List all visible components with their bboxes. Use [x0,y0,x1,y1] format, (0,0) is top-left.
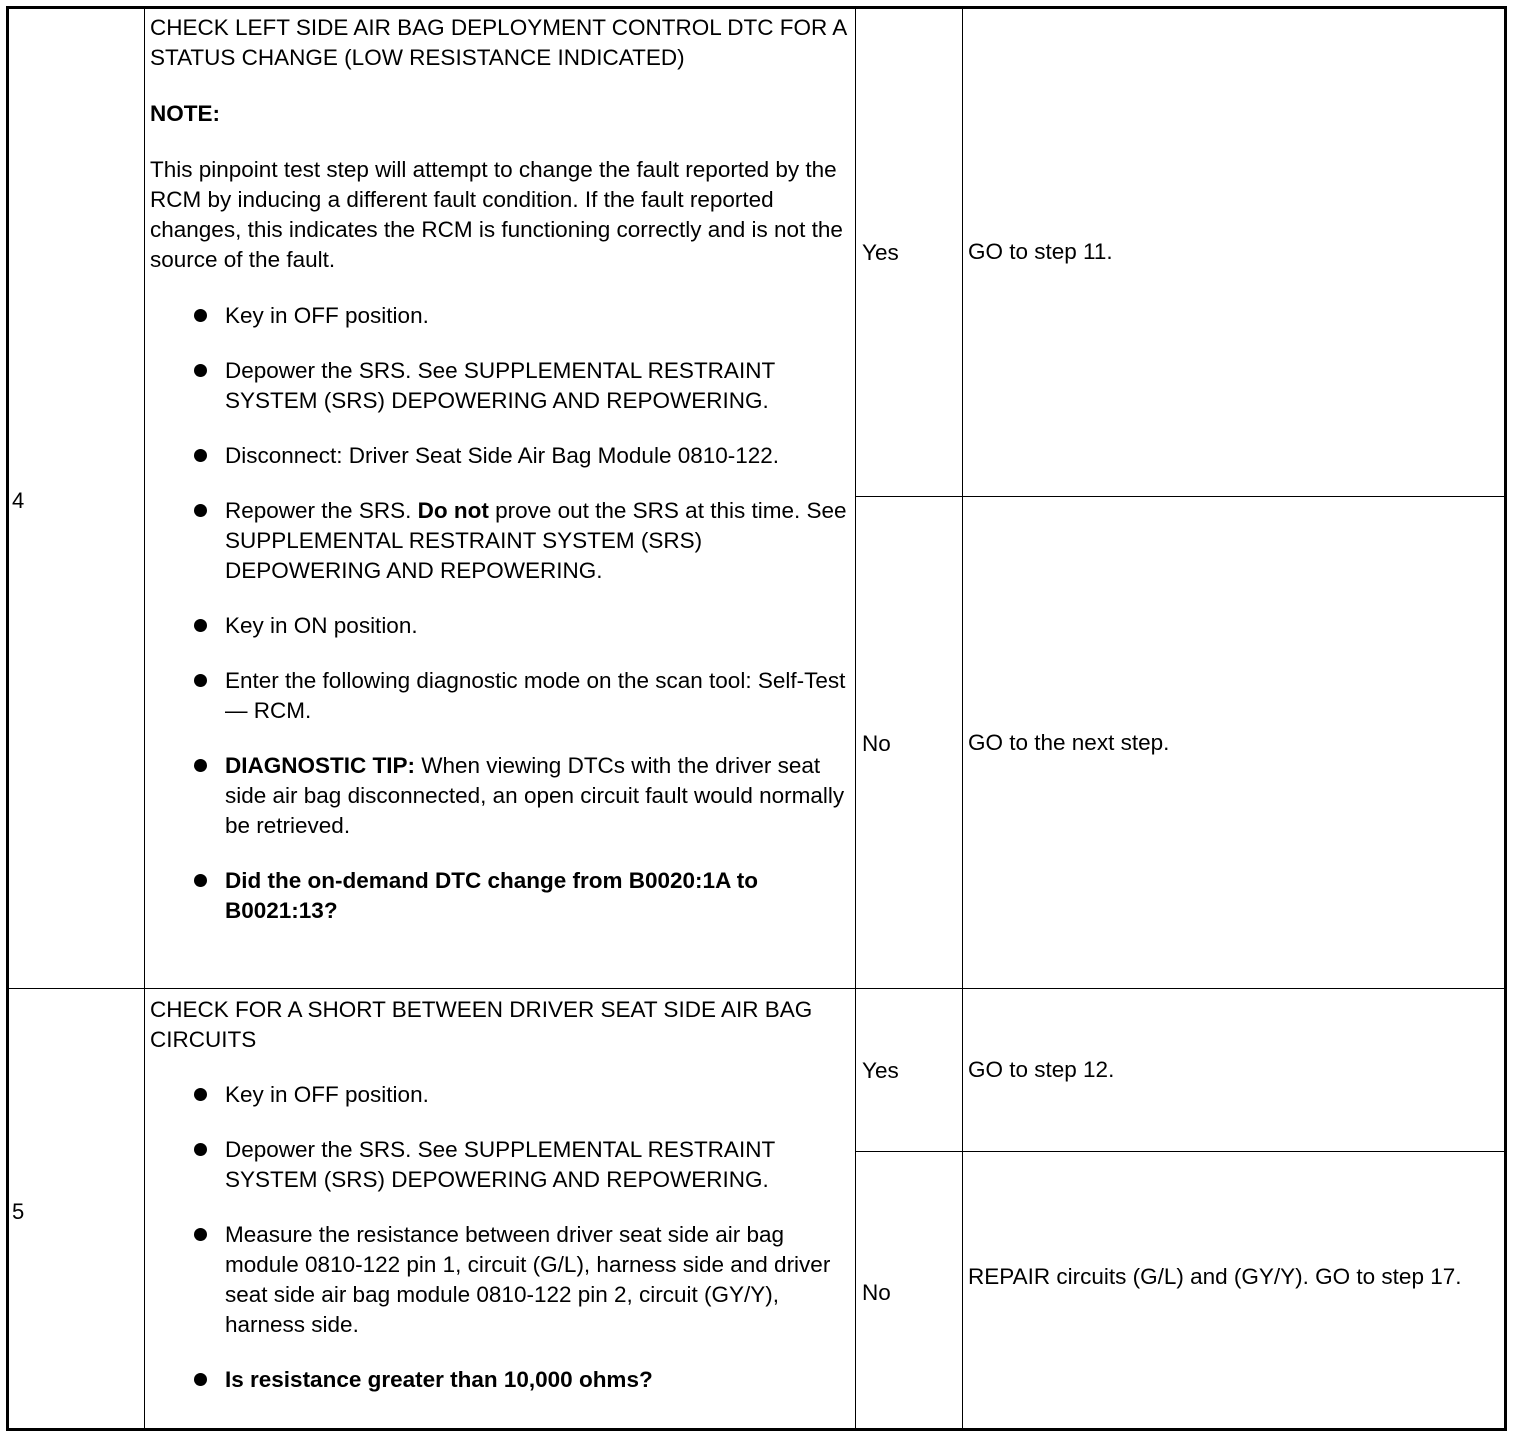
step-heading: CHECK LEFT SIDE AIR BAG DEPLOYMENT CONTROL DTC FOR A STATUS CHANGE (LOW RESISTANCE INDICATED) [150,15,846,70]
list-item: Did the on-demand DTC change from B0020:1A to B0021:13? [150,866,850,926]
list-item: Key in OFF position. [150,1080,850,1110]
step-4-test-content [150,13,850,926]
list-item: Key in OFF position. [150,301,850,331]
column-divider-answer [962,6,963,1431]
answer-yes-label: Yes [862,240,899,265]
list-item: Is resistance greater than 10,000 ohms? [150,1365,850,1395]
list-item: Repower the SRS. Do not prove out the SRS at this time. See SUPPLEMENTAL RESTRAINT SYSTEM (SRS) DEPOWERING AND REPOWERING. [150,496,850,586]
answer-yes-label: Yes [862,1058,899,1083]
row-divider-step5-yes-no [855,1151,1507,1152]
step-heading: CHECK FOR A SHORT BETWEEN DRIVER SEAT SIDE AIR BAG CIRCUITS [150,997,813,1052]
answer-no-action: REPAIR circuits (G/L) and (GY/Y). GO to step 17. [968,1264,1462,1289]
step-5-test-content [150,995,850,1395]
step-number: 4 [12,488,25,513]
column-divider-step [144,6,145,1431]
answer-no-action: GO to the next step. [968,730,1170,755]
list-item: Depower the SRS. See SUPPLEMENTAL RESTRAINT SYSTEM (SRS) DEPOWERING AND REPOWERING. [150,1135,850,1195]
test-procedure-list [150,1080,850,1395]
answer-no-label: No [862,731,891,756]
list-item: Disconnect: Driver Seat Side Air Bag Module 0810-122. [150,441,850,471]
answer-yes-action: GO to step 11. [968,239,1113,264]
step-number: 5 [12,1199,25,1224]
row-divider-step4-step5 [6,988,1507,989]
list-item: Depower the SRS. See SUPPLEMENTAL RESTRAINT SYSTEM (SRS) DEPOWERING AND REPOWERING. [150,356,850,416]
answer-no-label: No [862,1280,891,1305]
note-label: NOTE: [150,101,220,126]
row-divider-step4-yes-no [855,496,1507,497]
answer-yes-action: GO to step 12. [968,1057,1115,1082]
list-item: Key in ON position. [150,611,850,641]
test-procedure-list [150,301,850,926]
list-item: Enter the following diagnostic mode on the scan tool: Self-Test — RCM. [150,666,850,726]
list-item: Measure the resistance between driver seat side air bag module 0810-122 pin 1, circuit (G/L), harness side and driver seat side air bag module 0810-122 pin 2, circuit (GY/Y), harness side. [150,1220,850,1340]
column-divider-action [855,6,856,1431]
note-text: This pinpoint test step will attempt to change the fault reported by the RCM by inducing a different fault condition. If the fault reported changes, this indicates the RCM is functioning correctly and is not the source of the fault. [150,157,843,272]
list-item: DIAGNOSTIC TIP: When viewing DTCs with the driver seat side air bag disconnected, an open circuit fault would normally be retrieved. [150,751,850,841]
